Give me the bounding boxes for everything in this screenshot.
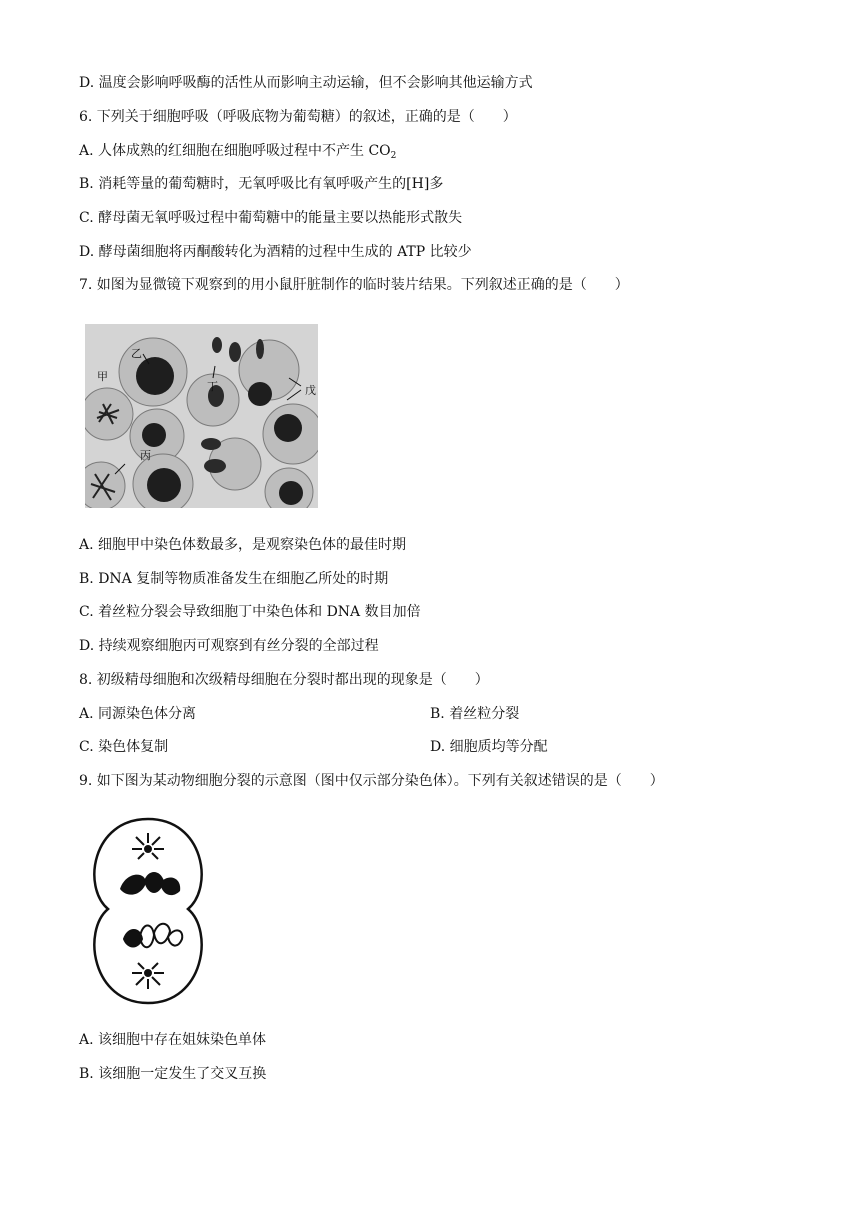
q6-option-a (79, 141, 396, 161)
q7-option-d: D. 持续观察细胞丙可观察到有丝分裂的全部过程 (79, 638, 379, 654)
q8-stem: 8. 初级精母细胞和次级精母细胞在分裂时都出现的现象是（ ） (79, 672, 489, 688)
q9-stem: 9. 如下图为某动物细胞分裂的示意图（图中仅示部分染色体）。下列有关叙述错误的是（ ） (79, 773, 664, 789)
q5-option-d: D. 温度会影响呼吸酶的活性从而影响主动运输，但不会影响其他运输方式 (79, 75, 533, 91)
q6-option-c: C. 酵母菌无氧呼吸过程中葡萄糖中的能量主要以热能形式散失 (79, 210, 463, 226)
label-wu: 戊 (305, 384, 316, 397)
q8-option-b: B. 着丝粒分裂 (430, 706, 520, 722)
label-jia: 甲 (97, 370, 108, 383)
q6-option-a-subscript: 2 (390, 151, 397, 161)
q8-option-d: D. 细胞质均等分配 (430, 739, 548, 755)
q8-option-a: A. 同源染色体分离 (79, 706, 197, 722)
q6-option-a-text: A. 人体成熟的红细胞在细胞呼吸过程中不产生 CO (79, 143, 391, 159)
q6-option-d: D. 酵母菌细胞将丙酮酸转化为酒精的过程中生成的 ATP 比较少 (79, 244, 472, 260)
q7-option-c: C. 着丝粒分裂会导致细胞丁中染色体和 DNA 数目加倍 (79, 604, 421, 620)
q6-stem: 6. 下列关于细胞呼吸（呼吸底物为葡萄糖）的叙述，正确的是（ ） (79, 109, 517, 125)
q7-option-b: B. DNA 复制等物质准备发生在细胞乙所处的时期 (79, 571, 389, 587)
q6-option-b: B. 消耗等量的葡萄糖时，无氧呼吸比有氧呼吸产生的[H]多 (79, 176, 444, 192)
label-bing: 丙 (140, 449, 151, 462)
q7-option-a: A. 细胞甲中染色体数最多，是观察染色体的最佳时期 (79, 537, 407, 553)
label-yi: 乙 (131, 347, 142, 360)
q9-option-a: A. 该细胞中存在姐妹染色单体 (79, 1032, 267, 1048)
micrograph-figure (85, 324, 318, 508)
q9-option-b: B. 该细胞一定发生了交叉互换 (79, 1066, 267, 1082)
q8-option-c: C. 染色体复制 (79, 739, 169, 755)
cell-division-diagram (88, 815, 208, 1007)
label-ding: 丁 (207, 380, 218, 393)
q7-stem: 7. 如图为显微镜下观察到的用小鼠肝脏制作的临时装片结果。下列叙述正确的是（ ） (79, 277, 629, 293)
